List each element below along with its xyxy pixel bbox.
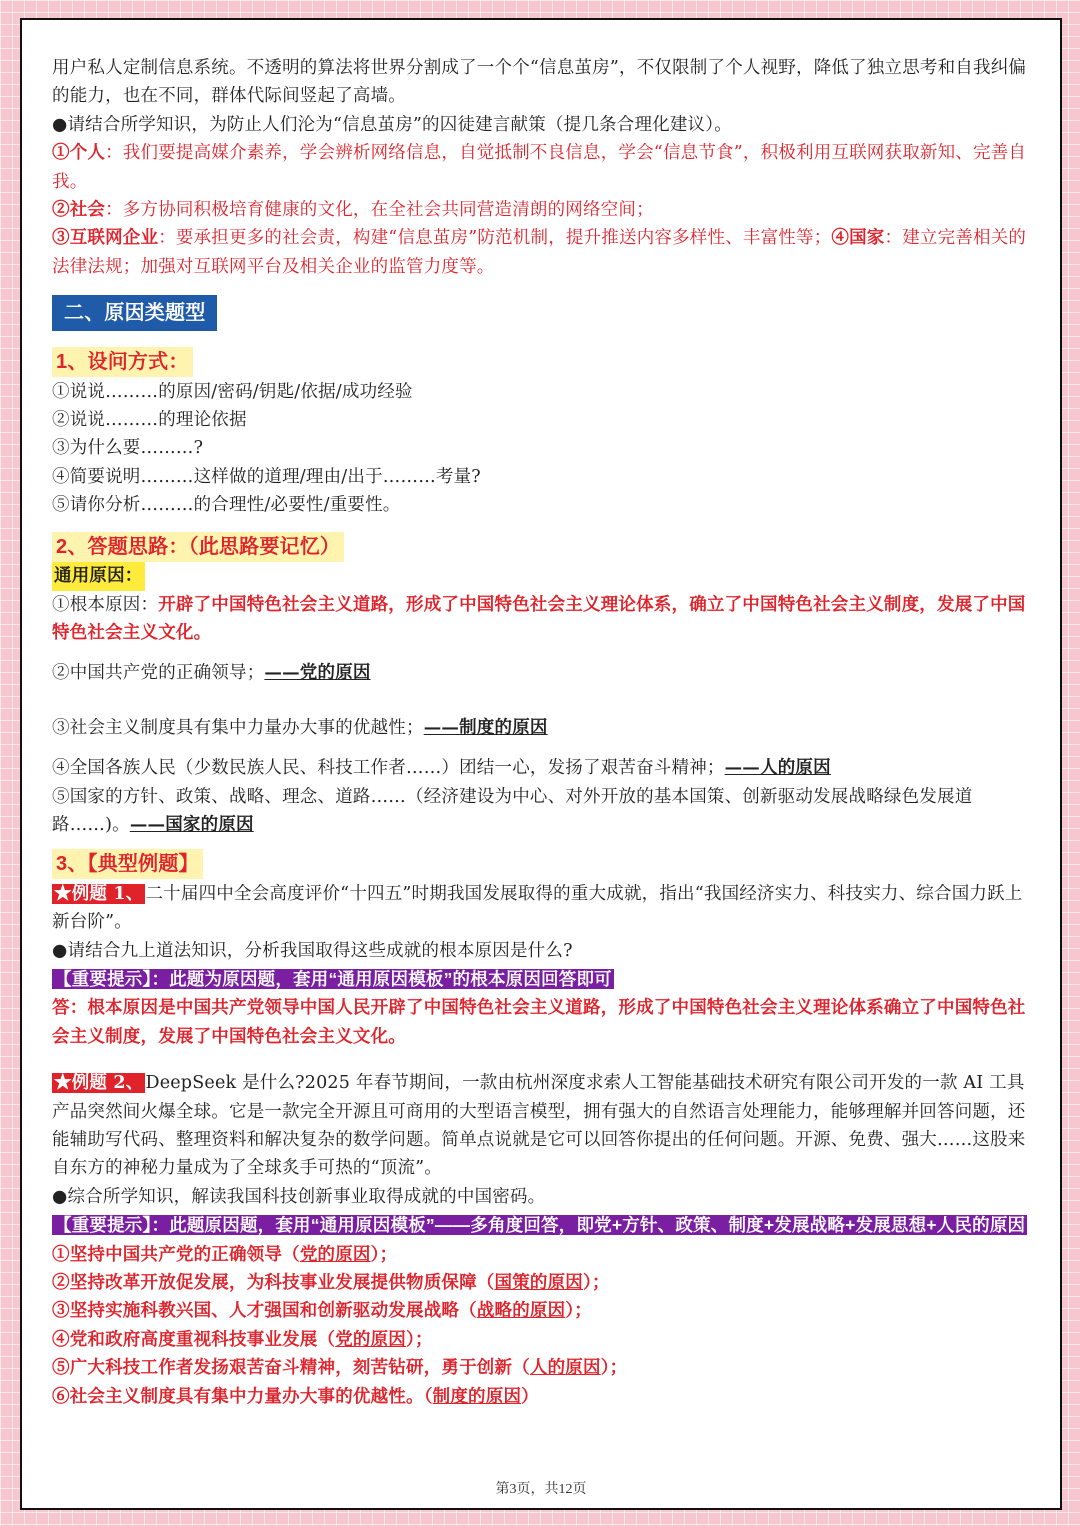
reason-root-prefix: ①根本原因： — [52, 594, 159, 615]
answer-individual-text: ：我们要提高媒介素养，学会辨析网络信息，自觉抵制不良信息，学会“信息节食”，积极利用互联网获取新知、完善自我。 — [52, 143, 1027, 192]
reason-state-text: ⑤国家的方针、政策、战略、理念、道路……（经济建设为中心、对外开放的基本国策、创新驱动发展战略绿色发展道路……)。 — [52, 786, 973, 835]
answer-society-text: ：多方协同积极培育健康的文化，在全社会共同营造清朗的网络空间； — [105, 200, 654, 221]
example-2 — [52, 1069, 1034, 1183]
example-2-answer: ⑥社会主义制度具有集中力量办大事的优越性。（制度的原因） — [52, 1386, 539, 1407]
reason-system-text: ③社会主义制度具有集中力量办大事的优越性； — [52, 717, 424, 738]
answer-tag: 国策的原因 — [494, 1273, 583, 1294]
example-2-badge: ★例题 2、 — [54, 1073, 144, 1094]
document-page — [20, 18, 1062, 1510]
section-heading: 二、原因类题型 — [52, 295, 217, 331]
answer-idea-heading: 2、答题思路：（此思路要记忆） — [52, 532, 344, 562]
example-2-answer: ⑤广大科技工作者发扬艰苦奋斗精神，刻苦钻研，勇于创新（人的原因）； — [52, 1358, 628, 1379]
question-style-item: ①说说………的原因/密码/钥匙/依据/成功经验 — [52, 381, 413, 402]
answer-state-text: ：建立完善相关的法律法规；加强对互联网平台及相关企业的监管力度等。 — [52, 228, 1027, 277]
example-1-question: ●请结合九上道法知识，分析我国取得这些成就的根本原因是什么? — [52, 940, 573, 961]
reason-people-tag: ——人的原因 — [724, 758, 831, 779]
reason-system-tag: ——制度的原因 — [423, 717, 548, 738]
reason-system — [52, 714, 1034, 742]
page-number: 第3页，共12页 — [495, 1482, 587, 1497]
answer-society-label: ②社会 — [52, 200, 106, 221]
answer-individual — [52, 139, 1034, 196]
answer-tag: 党的原因 — [299, 1244, 371, 1265]
reason-root — [52, 591, 1034, 648]
example-1-hint: 【重要提示】：此题为原因题，套用“通用原因模板”的根本原因回答即可 — [54, 968, 612, 989]
answer-company-label: ③互联网企业 — [52, 228, 159, 249]
answer-tag: 制度的原因 — [432, 1386, 522, 1407]
answer-individual-label: ①个人 — [52, 143, 106, 164]
general-reason-label: 通用原因： — [52, 562, 145, 590]
example-1-text: 二十届四中全会高度评价“十四五”时期我国发展取得的重大成就，指出“我国经济实力、科技实力、综合国力跃上新台阶”。 — [52, 883, 1023, 933]
intro-paragraph: 用户私人定制信息系统。不透明的算法将世界分割成了一个个“信息茧房”，不仅限制了个人视野，降低了独立思考和自我纠偏的能力，也在不同，群体代际间竖起了高墙。 — [52, 58, 1027, 107]
example-2-text: DeepSeek 是什么?2025 年春节期间，一款由杭州深度求索人工智能基础技术研究有限公司开发的一款 AI 工具产品突然间火爆全球。它是一款完全开源且可商用的大型语言模型，拥有强大的自然语言处理能力，能够理解并回答问题，还能辅助写代码、整理资料和解决复杂的数学问题。简单点说就是它可以回答你提出的任何问题。开源、免费、强大……这股来自东方的神秘力量成为了全球炙手可热的“顶流”。 — [52, 1073, 1026, 1179]
reason-party — [52, 659, 1034, 687]
answer-company-text: ：要承担更多的社会责，构建“信息茧房”防范机制，提升推送内容多样性、丰富性等； — [158, 228, 832, 249]
answer-society — [52, 196, 1034, 224]
answer-tag: 党的原因 — [335, 1329, 407, 1350]
question-style-item: ②说说………的理论依据 — [52, 410, 247, 431]
answer-state-label: ④国家 — [831, 228, 885, 249]
example-2-answer: ④党和政府高度重视科技事业发展（党的原因）； — [52, 1329, 433, 1350]
reason-people — [52, 754, 1034, 782]
answer-internet-company — [52, 224, 1034, 281]
example-2-question: ●综合所学知识，解读我国科技创新事业取得成就的中国密码。 — [52, 1186, 546, 1207]
reason-state — [52, 783, 1034, 840]
reason-state-tag: ——国家的原因 — [129, 814, 254, 835]
question-style-item: ⑤请你分析………的合理性/必要性/重要性。 — [52, 495, 401, 516]
example-1-answer: 答：根本原因是中国共产党领导中国人民开辟了中国特色社会主义道路，形成了中国特色社会主义理论体系确立了中国特色社会主义制度，发展了中国特色社会主义文化。 — [52, 998, 1026, 1047]
examples-heading: 3、【典型例题】 — [52, 849, 203, 879]
reason-party-text: ②中国共产党的正确领导； — [52, 663, 265, 684]
example-1 — [52, 880, 1034, 937]
example-2-answer: ①坚持中国共产党的正确领导（党的原因）； — [52, 1244, 398, 1265]
example-2-answer: ②坚持改革开放促发展，为科技事业发展提供物质保障（国策的原因）； — [52, 1273, 610, 1294]
question-style-item: ④简要说明………这样做的道理/理由/出于………考量? — [52, 466, 481, 487]
page-content — [52, 54, 1034, 1411]
question-style-item: ③为什么要………? — [52, 438, 204, 459]
example-2-hint: 【重要提示】：此题原因题，套用“通用原因模板”——多角度回答，即党+方针、政策、制度+发展战略+发展思想+人民的原因 — [54, 1215, 1026, 1236]
example-1-badge: ★例题 1、 — [54, 883, 144, 904]
reason-root-text: 开辟了中国特色社会主义道路，形成了中国特色社会主义理论体系，确立了中国特色社会主义制度，发展了中国特色社会主义文化。 — [52, 594, 1026, 643]
answer-tag: 人的原因 — [529, 1358, 601, 1379]
intro-question: ●请结合所学知识，为防止人们沦为“信息茧房”的囚徒建言献策（提几条合理化建议）。 — [52, 114, 732, 135]
reason-party-tag: ——党的原因 — [264, 663, 371, 684]
answer-tag: 战略的原因 — [476, 1301, 566, 1322]
example-2-answer: ③坚持实施科教兴国、人才强国和创新驱动发展战略（战略的原因）； — [52, 1301, 592, 1322]
question-style-heading: 1、设问方式： — [52, 347, 193, 377]
reason-people-text: ④全国各族人民（少数民族人民、科技工作者……）团结一心，发扬了艰苦奋斗精神； — [52, 758, 725, 779]
